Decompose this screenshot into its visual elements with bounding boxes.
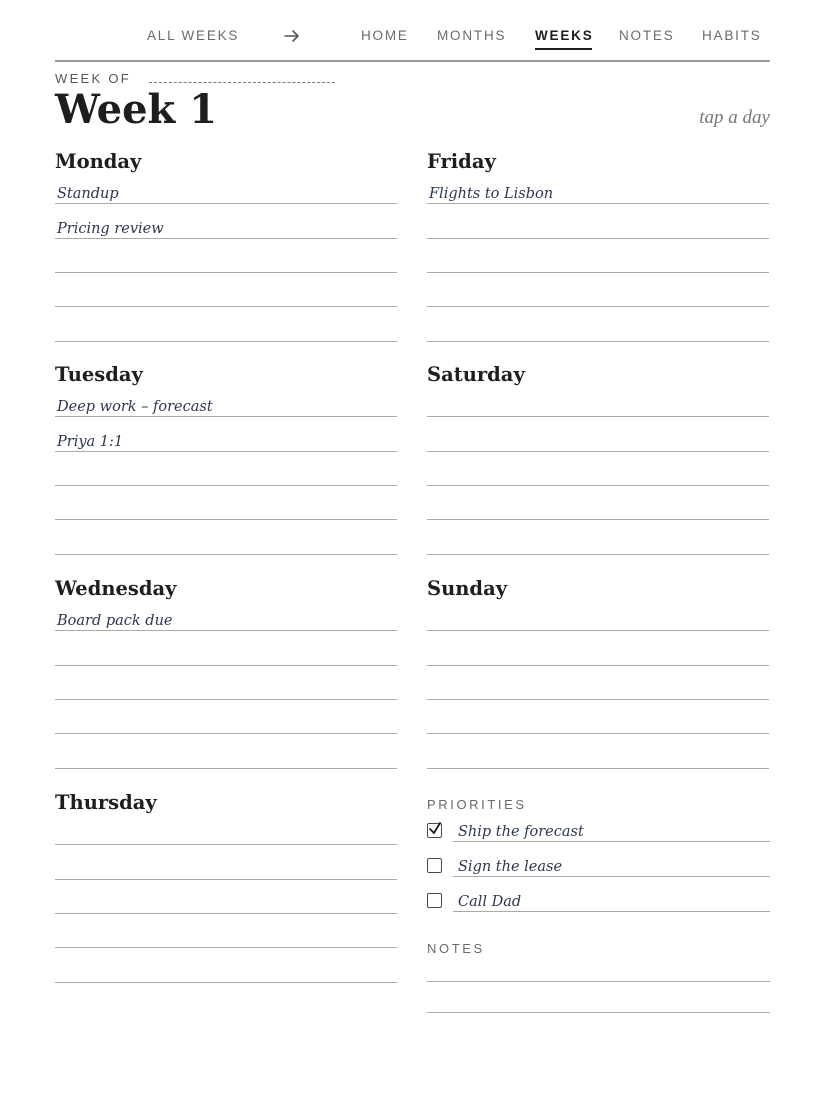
priority-text: Call Dad — [458, 894, 522, 910]
nav-notes[interactable]: NOTES — [619, 28, 675, 43]
day-entry-line[interactable] — [427, 416, 769, 452]
day-entry-line[interactable] — [427, 484, 769, 520]
day-heading: Thursday — [55, 791, 157, 814]
nav-weeks-label: WEEKS — [535, 28, 594, 43]
day-entry-line[interactable] — [427, 733, 769, 769]
day-section-thursday[interactable] — [55, 791, 397, 991]
day-heading: Tuesday — [55, 363, 143, 386]
nav-habits[interactable]: HABITS — [702, 28, 762, 43]
day-entry-line[interactable] — [427, 450, 769, 486]
day-entry-line[interactable] — [427, 381, 769, 417]
day-entry-text: Board pack due — [57, 613, 173, 629]
notes-label: NOTES — [427, 941, 485, 956]
day-heading: Sunday — [427, 577, 508, 600]
day-entry-line[interactable] — [55, 168, 397, 204]
priority-line[interactable] — [453, 878, 770, 912]
day-section-sunday[interactable] — [427, 577, 769, 777]
day-entry-line[interactable] — [55, 844, 397, 880]
notes-line[interactable] — [427, 981, 770, 982]
day-entry-line[interactable] — [55, 733, 397, 769]
day-entry-text: Flights to Lisbon — [429, 186, 554, 202]
day-section-saturday[interactable] — [427, 363, 769, 563]
day-section-wednesday[interactable] — [55, 577, 397, 777]
day-heading: Saturday — [427, 363, 525, 386]
priority-checkbox[interactable] — [427, 823, 442, 838]
day-entry-line[interactable] — [427, 519, 769, 555]
day-entry-text: Deep work – forecast — [57, 399, 213, 415]
day-heading: Monday — [55, 150, 142, 173]
day-entry-line[interactable] — [55, 912, 397, 948]
day-entry-line[interactable] — [55, 519, 397, 555]
nav-months[interactable]: MONTHS — [437, 28, 507, 43]
day-entry-line[interactable] — [427, 664, 769, 700]
nav-weeks[interactable] — [535, 28, 594, 43]
notes-line[interactable] — [427, 1012, 770, 1013]
day-entry-line[interactable] — [427, 630, 769, 666]
day-entry-line[interactable] — [427, 237, 769, 273]
day-entry-line[interactable] — [55, 809, 397, 845]
day-entry-line[interactable] — [55, 630, 397, 666]
day-section-tuesday[interactable] — [55, 363, 397, 563]
week-of-date-field[interactable] — [149, 82, 335, 83]
day-entry-text: Standup — [57, 186, 119, 202]
priority-item — [427, 843, 770, 877]
header-divider — [55, 60, 770, 62]
day-entry-line[interactable] — [55, 237, 397, 273]
day-heading: Wednesday — [55, 577, 177, 600]
priority-line[interactable] — [453, 843, 770, 877]
all-weeks-link[interactable]: ALL WEEKS — [147, 28, 240, 43]
day-entry-line[interactable] — [427, 203, 769, 239]
arrow-right-icon[interactable] — [284, 29, 300, 43]
day-entry-line[interactable] — [427, 698, 769, 734]
active-tab-underline — [535, 48, 592, 50]
day-entry-line[interactable] — [55, 698, 397, 734]
day-entry-line[interactable] — [427, 306, 769, 342]
priority-line[interactable] — [453, 808, 770, 842]
day-entry-line[interactable] — [55, 450, 397, 486]
day-entry-line[interactable] — [55, 203, 397, 239]
day-entry-line[interactable] — [427, 168, 769, 204]
day-entry-line[interactable] — [55, 381, 397, 417]
priority-item — [427, 878, 770, 912]
day-entry-line[interactable] — [427, 271, 769, 307]
top-nav — [0, 0, 825, 60]
day-entry-text: Priya 1:1 — [57, 434, 124, 450]
day-entry-line[interactable] — [55, 416, 397, 452]
tap-a-day-hint: tap a day — [699, 107, 770, 128]
day-entry-text: Pricing review — [57, 221, 164, 237]
day-entry-line[interactable] — [55, 947, 397, 983]
day-entry-line[interactable] — [55, 271, 397, 307]
priorities-label: PRIORITIES — [427, 797, 527, 812]
day-entry-line[interactable] — [55, 306, 397, 342]
priority-checkbox[interactable] — [427, 858, 442, 873]
day-entry-line[interactable] — [55, 595, 397, 631]
day-section-friday[interactable] — [427, 150, 769, 350]
page-title: Week 1 — [55, 86, 218, 133]
day-heading: Friday — [427, 150, 496, 173]
priority-text: Sign the lease — [458, 859, 563, 875]
day-entry-line[interactable] — [55, 878, 397, 914]
nav-home[interactable]: HOME — [361, 28, 409, 43]
week-of-label: WEEK OF — [55, 71, 132, 86]
day-entry-line[interactable] — [427, 595, 769, 631]
day-section-monday[interactable] — [55, 150, 397, 350]
day-entry-line[interactable] — [55, 484, 397, 520]
priority-checkbox[interactable] — [427, 893, 442, 908]
checkmark-icon — [427, 820, 443, 838]
priority-text: Ship the forecast — [458, 824, 584, 840]
priority-item — [427, 808, 770, 842]
day-entry-line[interactable] — [55, 664, 397, 700]
